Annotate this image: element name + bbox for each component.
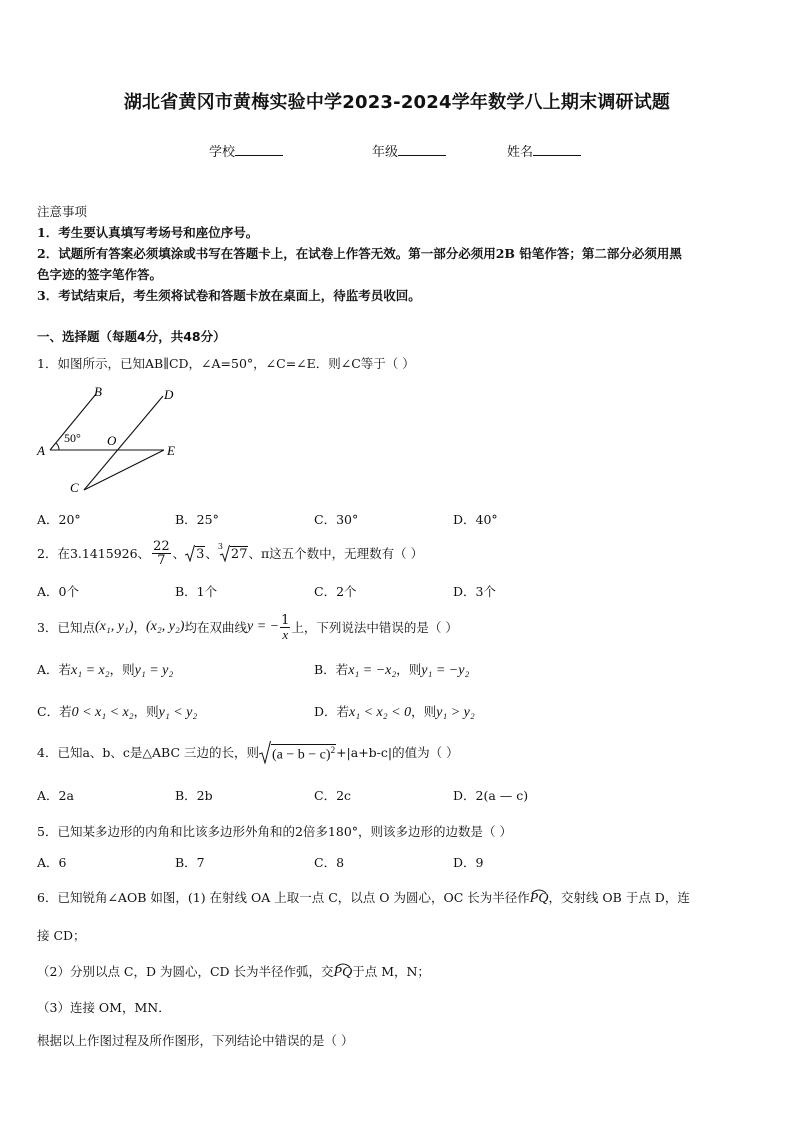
grade-label: 年级 [372, 145, 399, 160]
question-2-option-b[interactable]: B．1个 [175, 584, 218, 599]
q6-line3a: （2）分别以点 C，D 为圆心，CD 长为半径作弧，交 [37, 964, 334, 979]
question-1-option-b[interactable]: B．25° [175, 512, 219, 527]
question-6-line-2: 接 CD； [37, 928, 86, 943]
cbrt-27: 3 27 [217, 542, 248, 562]
notice-item: 1．考生要认真填写考场号和座位序号。 [37, 225, 259, 240]
question-1-stem: 1．如图所示，已知AB∥CD，∠A=50°，∠C=∠E．则∠C等于（ ） [37, 356, 415, 371]
grade-field[interactable] [372, 141, 446, 160]
question-1-option-a[interactable]: A．20° [37, 512, 81, 527]
radical-sign-icon [185, 544, 195, 562]
question-3-option-b[interactable] [314, 660, 469, 679]
notice-item: 色字迹的签字笔作答。 [37, 267, 163, 282]
question-3-option-d[interactable] [314, 702, 475, 721]
arc-label: PQ [333, 965, 353, 980]
question-5-option-a[interactable]: A．6 [37, 855, 67, 870]
q3-prefix: 3．已知点 [37, 620, 95, 635]
point-c-label: C [70, 480, 79, 495]
school-field[interactable] [209, 141, 283, 160]
question-6-line-3 [37, 962, 430, 981]
q6-line1a: 6．已知锐角∠AOB 如图，(1) 在射线 OA 上取一点 C，以点 O 为圆心，OC 长为半径作 [37, 890, 530, 905]
angle-a-arc [56, 443, 59, 450]
q2-suffix: 、π这五个数中，无理数有（ ） [248, 546, 424, 561]
arc-pq [334, 965, 353, 981]
arc-pq [530, 891, 549, 907]
q4-prefix: 4．已知a、b、c是△ABC 三边的长，则 [37, 745, 260, 760]
option-then: ，则 [396, 662, 422, 677]
option-math: y₁ > y₂ [436, 705, 475, 720]
point-b-label: B [94, 384, 102, 399]
arc-icon [335, 962, 351, 968]
question-5-option-b[interactable]: B．7 [175, 855, 205, 870]
point-d-label: D [164, 387, 174, 402]
q2-sep: 、 [172, 546, 186, 561]
point-e-label: E [167, 443, 175, 458]
option-label: D．若 [314, 704, 350, 719]
fraction-numerator: 1 [281, 612, 290, 628]
option-math: 0 < x₁ < x₂ [71, 705, 134, 720]
option-math: x₁ = x₂ [71, 663, 110, 678]
option-then: ，则 [109, 662, 135, 677]
radicand [271, 744, 336, 764]
radicand-base: (a − b − c) [272, 748, 331, 763]
grade-blank[interactable] [398, 143, 446, 156]
fraction-denominator: 7 [157, 552, 166, 568]
option-label: B．若 [314, 662, 349, 677]
q6-line3b: 于点 M，N； [352, 964, 430, 979]
q4-suffix: +|a+b-c|的值为（ ） [336, 745, 459, 760]
question-2-option-a[interactable]: A．0个 [37, 584, 79, 599]
segment-ec [84, 450, 164, 490]
question-5-option-d[interactable]: D．9 [453, 855, 484, 870]
question-2-option-c[interactable]: C．2个 [314, 584, 357, 599]
option-math: y₁ = −y₂ [421, 663, 470, 678]
school-blank[interactable] [235, 143, 283, 156]
sqrt-3: 3 [185, 544, 205, 562]
point-o-label: O [107, 433, 117, 448]
question-5-option-c[interactable]: C．8 [314, 855, 345, 870]
question-4-stem [37, 738, 459, 766]
q3-suffix: 上，下列说法中错误的是（ ） [291, 620, 458, 635]
school-label: 学校 [209, 145, 236, 160]
name-field[interactable] [507, 141, 581, 160]
q2-prefix: 2．在3.1415926、 [37, 546, 151, 561]
name-label: 姓名 [507, 145, 534, 160]
arc-label: PQ [529, 891, 549, 906]
notice-item: 3．考试结束后，考生须将试卷和答题卡放在桌面上，待监考员收回。 [37, 288, 421, 303]
sqrt-expression [259, 740, 336, 764]
notice-heading: 注意事项 [37, 204, 88, 219]
option-label: C．若 [37, 704, 72, 719]
question-1-option-c[interactable]: C．30° [314, 512, 359, 527]
option-math: x₁ = −x₂ [348, 663, 397, 678]
q6-line1b: ，交射线 OB 于点 D，连 [548, 890, 690, 905]
option-math: x₁ < x₂ < 0 [349, 705, 412, 720]
root-index: 3 [217, 542, 224, 551]
radicand-exponent: 2 [330, 745, 336, 756]
question-1-figure [36, 384, 186, 496]
q3-sep: ， [133, 620, 146, 635]
segment-cd [84, 396, 163, 490]
name-blank[interactable] [533, 143, 581, 156]
angle-a-value: 50° [64, 431, 81, 445]
notice-item: 2．试题所有答案必须填涂或书写在答题卡上，在试卷上作答无效。第一部分必须用2B 铅笔作答；第二部分必须用黑 [37, 246, 682, 261]
question-2-option-d[interactable]: D．3个 [453, 584, 496, 599]
question-6-line-4: （3）连接 OM，MN． [37, 1000, 171, 1015]
question-4-option-c[interactable]: C．2c [314, 788, 352, 803]
question-6-line-5: 根据以上作图过程及所作图形，下列结论中错误的是（ ） [37, 1033, 354, 1048]
question-3-option-c[interactable] [37, 702, 197, 721]
point-2: (x₂, y₂) [145, 619, 185, 634]
q3-mid: 均在双曲线 [184, 620, 247, 635]
option-then: ，则 [133, 704, 159, 719]
question-4-option-b[interactable]: B．2b [175, 788, 213, 803]
page-title: 湖北省黄冈市黄梅实验中学2023-2024学年数学八上期末调研试题 [123, 92, 671, 113]
question-4-option-a[interactable]: A．2a [37, 788, 74, 803]
option-then: ，则 [411, 704, 437, 719]
point-a-label: A [37, 443, 45, 458]
q2-sep-2: 、 [205, 546, 218, 561]
radical-sign-icon [259, 740, 271, 764]
fraction-1-x [280, 614, 290, 641]
point-1: (x₁, y₁) [94, 619, 134, 634]
question-3-option-a[interactable] [37, 660, 173, 679]
arc-icon [531, 888, 547, 894]
question-3-stem [37, 608, 458, 646]
hyperbola-lhs: y = − [246, 619, 280, 634]
question-4-option-d[interactable]: D．2(a — c) [453, 788, 529, 803]
question-5-stem: 5．已知某多边形的内角和比该多边形外角和的2倍多180°，则该多边形的边数是（ ） [37, 824, 512, 839]
section-heading: 一、选择题（每题4分，共48分） [37, 329, 226, 344]
question-6-line-1 [37, 888, 690, 907]
option-math: y₁ = y₂ [134, 663, 174, 678]
fraction-denominator: x [282, 626, 289, 642]
fraction-numerator: 22 [153, 538, 170, 554]
fraction-22-7 [152, 540, 171, 567]
option-math: y₁ < y₂ [158, 705, 198, 720]
option-label: A．若 [37, 662, 72, 677]
question-2-stem [37, 536, 423, 570]
question-1-option-d[interactable]: D．40° [453, 512, 498, 527]
